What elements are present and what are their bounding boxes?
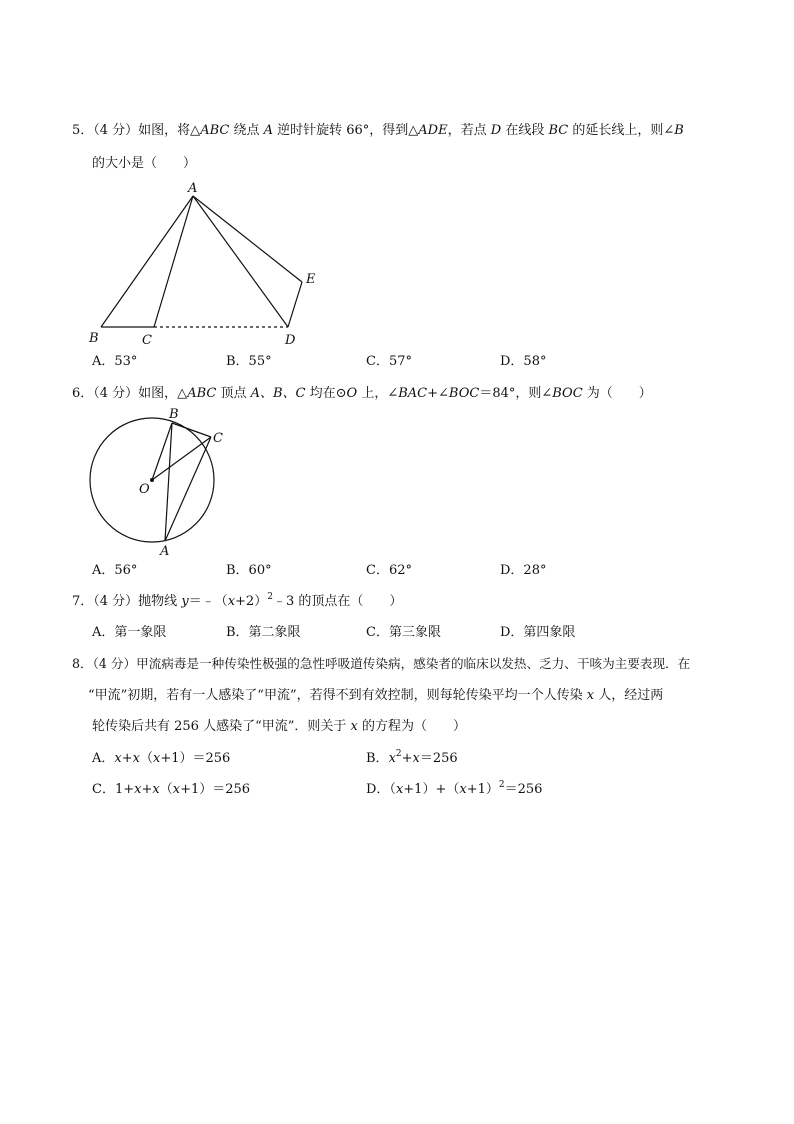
- q8-text: +: [141, 782, 153, 797]
- q8-var-x: x: [412, 751, 420, 766]
- q8-line-1: 8．（4 分）甲流病毒是一种传染性极强的急性呼吸道传染病，感染者的临床以发热、乏力、干咳为主要表现．在: [72, 656, 691, 671]
- q5-text: 绕点: [229, 123, 264, 138]
- q8-var-x: x: [114, 751, 122, 766]
- q7-var-x: x: [227, 594, 236, 609]
- q5-text: 5．（4 分）如图，将△: [72, 123, 201, 138]
- q8-var-x: x: [132, 751, 140, 766]
- q5-var-abc: ABC: [200, 123, 230, 138]
- q8-text: 人，经过两: [594, 688, 664, 703]
- q8-var-x: x: [459, 782, 467, 797]
- q8-text: ＝256: [504, 782, 543, 797]
- q8-text: +1）＝256: [180, 782, 251, 797]
- q5-var-d: D: [490, 123, 502, 138]
- q8-var-x: x: [395, 782, 404, 797]
- q5-line-2: 的大小是（ ）: [92, 156, 197, 171]
- q8-option-b[interactable]: [366, 751, 458, 767]
- q8-option-b-label: B．: [366, 751, 389, 766]
- q6-var-points: A、B、C: [250, 386, 306, 401]
- q8-option-c[interactable]: [92, 782, 250, 798]
- q5-var-ade: ADE: [418, 123, 448, 138]
- q6-var-abc: ABC: [187, 386, 217, 401]
- q5-option-b[interactable]: B．55°: [226, 354, 272, 369]
- q8-var-x: x: [153, 751, 161, 766]
- q8-text: +: [401, 751, 413, 766]
- q6-option-a[interactable]: A．56°: [92, 563, 138, 578]
- q5-var-a: A: [263, 123, 273, 138]
- q8-text: 轮传染后共有 256 人感染了“甲流”．则关于: [92, 719, 351, 734]
- q8-text: +1）: [466, 782, 499, 797]
- q5-option-d[interactable]: D．58°: [500, 354, 547, 369]
- q6-label-o: O: [139, 482, 150, 497]
- q5-var-bc: BC: [548, 123, 569, 138]
- q8-option-a[interactable]: [92, 751, 230, 767]
- q6-label-c: C: [213, 431, 223, 446]
- q8-text: “甲流”初期，若有一人感染了“甲流”，若得不到有效控制，则每轮传染平均一个人传染: [88, 688, 587, 703]
- q8-var-x: x: [134, 782, 142, 797]
- q6-var-o: O: [346, 386, 358, 401]
- q5-label-a: A: [188, 181, 198, 196]
- q8-option-c-label: C．1+: [92, 782, 135, 797]
- q8-var-x: x: [152, 782, 160, 797]
- q8-var-x: x: [172, 782, 181, 797]
- q8-var-x: x: [388, 751, 396, 766]
- q6-center-dot: [150, 478, 154, 482]
- q5-label-e: E: [306, 272, 316, 287]
- q5-label-d: D: [285, 333, 296, 348]
- q6-var-boc: BOC: [448, 386, 480, 401]
- q5-text: 在线段: [501, 123, 549, 138]
- q7-text: ＝﹣（: [188, 594, 228, 609]
- q7-line-1: [72, 594, 402, 610]
- q5-text: 的延长线上，则∠: [568, 123, 675, 138]
- q8-text: （: [159, 782, 173, 797]
- q8-exponent: 2: [395, 749, 402, 759]
- q8-exponent: 2: [498, 780, 505, 790]
- q6-option-c[interactable]: C．62°: [366, 563, 412, 578]
- q5-text: 逆时针旋转 66°，得到△: [272, 123, 419, 138]
- q6-label-a: A: [160, 544, 170, 559]
- q6-segment-oc: [152, 437, 211, 480]
- q6-var-bac: BAC: [398, 386, 428, 401]
- q7-option-c[interactable]: C．第三象限: [366, 625, 441, 640]
- q7-option-d[interactable]: D．第四象限: [500, 625, 576, 640]
- q5-option-a[interactable]: A．53°: [92, 354, 138, 369]
- q7-exponent: 2: [267, 592, 273, 602]
- q6-option-b[interactable]: B．60°: [226, 563, 272, 578]
- q6-text: 顶点: [216, 386, 251, 401]
- q5-text: ，若点: [447, 123, 491, 138]
- q8-text: （: [139, 751, 153, 766]
- q8-text: +1）+（: [403, 782, 460, 797]
- q8-text: ＝256: [419, 751, 458, 766]
- q7-text: +2）: [235, 594, 268, 609]
- q8-var-x: x: [350, 719, 358, 734]
- q8-option-a-label: A．: [92, 751, 115, 766]
- q7-text: 7．（4 分）抛物线: [72, 594, 182, 609]
- q6-var-boc: BOC: [552, 386, 583, 401]
- q6-text: +∠: [427, 386, 449, 401]
- q7-option-b[interactable]: B．第二象限: [226, 625, 301, 640]
- q8-line-2: [88, 688, 663, 704]
- q8-line-3: [92, 719, 466, 735]
- q7-var-y: y: [181, 594, 189, 609]
- q5-option-c[interactable]: C．57°: [366, 354, 412, 369]
- q8-option-d-label: D．（: [366, 782, 396, 797]
- q8-option-d[interactable]: [366, 782, 542, 798]
- q5-var-b: B: [674, 123, 684, 138]
- q6-text: 为（ ）: [582, 386, 652, 401]
- q8-text: +: [121, 751, 133, 766]
- q6-option-d[interactable]: D．28°: [500, 563, 547, 578]
- q6-label-b: B: [169, 407, 179, 422]
- q7-text: ﹣3 的顶点在（ ）: [272, 594, 403, 609]
- q7-option-a[interactable]: A．第一象限: [92, 625, 167, 640]
- q8-text: +1）＝256: [160, 751, 231, 766]
- q6-text: 均在⊙: [305, 386, 347, 401]
- q6-segment-bc: [172, 423, 211, 437]
- q5-label-b: B: [89, 331, 99, 346]
- q6-text: ＝84°，则∠: [479, 386, 553, 401]
- q8-var-x: x: [586, 688, 595, 703]
- q5-label-c: C: [142, 333, 152, 348]
- q8-text: 的方程为（ ）: [357, 719, 466, 734]
- q6-text: 上，∠: [357, 386, 399, 401]
- q6-text: 6．（4 分）如图，△: [72, 386, 188, 401]
- q6-segment-ca: [165, 437, 211, 541]
